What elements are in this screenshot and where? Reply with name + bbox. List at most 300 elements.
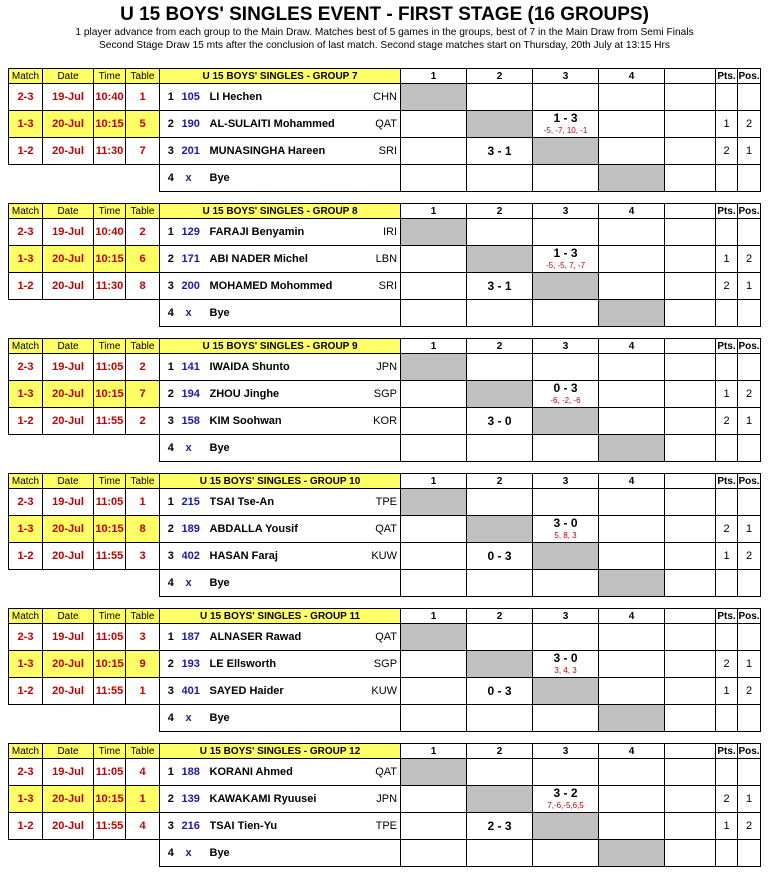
player-row — [9, 246, 761, 273]
final-position-value — [738, 435, 761, 462]
match-date: 19-Jul — [43, 759, 94, 786]
group-block — [8, 608, 760, 732]
match-table: 9 — [126, 651, 160, 678]
page-header — [0, 4, 769, 52]
player-country: SGP — [365, 651, 401, 678]
player-name: ABI NADER Michel — [210, 246, 365, 273]
player-country: SGP — [365, 381, 401, 408]
col-pos-header: Pos. — [738, 340, 760, 352]
header-gap — [665, 609, 716, 624]
subtitle-line-1: 1 player advance from each group to the Main Draw. Matches best of 5 games in the groups, best of 7 in the Main Draw from Semi Finals — [75, 27, 694, 38]
final-position-value — [738, 84, 761, 111]
bye-label: Bye — [210, 570, 401, 597]
final-position-value — [738, 165, 761, 192]
player-row — [9, 381, 761, 408]
game-scores: -5, -5, 7, -7 — [545, 260, 586, 270]
player-row — [9, 840, 761, 867]
group-title: U 15 BOYS' SINGLES - GROUP 8 — [160, 204, 401, 219]
result-cell — [467, 543, 533, 570]
player-row — [9, 165, 761, 192]
group-header-row — [9, 474, 761, 489]
match-pair: 2-3 — [9, 219, 43, 246]
self-cell — [467, 651, 533, 678]
match-score: 3 - 0 — [487, 413, 512, 428]
col-match-header: Match — [9, 339, 43, 354]
player-position: 4 — [160, 705, 182, 732]
player-row — [9, 705, 761, 732]
player-country: KOR — [365, 408, 401, 435]
empty-result-cell — [599, 84, 665, 111]
player-position: 2 — [160, 516, 182, 543]
match-table: 1 — [126, 489, 160, 516]
col-pos-header: Pos. — [738, 70, 760, 82]
empty-result-cell — [467, 759, 533, 786]
self-cell — [533, 273, 599, 300]
self-cell — [401, 354, 467, 381]
final-position-value: 2 — [738, 111, 761, 138]
player-position: 2 — [160, 111, 182, 138]
self-cell — [599, 165, 665, 192]
match-time: 11:55 — [94, 678, 126, 705]
match-time: 11:05 — [94, 489, 126, 516]
points-value: 2 — [716, 786, 738, 813]
player-id: 188 — [182, 759, 210, 786]
player-row — [9, 111, 761, 138]
col-date-header: Date — [43, 339, 94, 354]
result-cell — [533, 516, 599, 543]
col-table-header: Table — [126, 474, 160, 489]
bye-marker: x — [182, 165, 210, 192]
final-position-value: 1 — [738, 273, 761, 300]
col-pos-header: Pos. — [738, 610, 760, 622]
result-cell — [533, 651, 599, 678]
empty-result-cell — [467, 570, 533, 597]
empty-result-cell — [599, 219, 665, 246]
header-gap — [665, 474, 716, 489]
match-pair: 1-2 — [9, 678, 43, 705]
spacer-cell — [665, 435, 716, 462]
points-value — [716, 435, 738, 462]
match-time: 10:40 — [94, 84, 126, 111]
points-value: 2 — [716, 138, 738, 165]
col-pos-header: Pos. — [738, 745, 760, 757]
player-name: MOHAMED Mohommed — [210, 273, 365, 300]
match-time: 11:55 — [94, 543, 126, 570]
match-time: 10:15 — [94, 786, 126, 813]
match-table: 1 — [126, 84, 160, 111]
groups-container — [8, 68, 760, 878]
match-date: 20-Jul — [43, 516, 94, 543]
col-time-header: Time — [94, 69, 126, 84]
spacer-cell — [665, 219, 716, 246]
match-time: 11:30 — [94, 138, 126, 165]
empty-result-cell — [599, 408, 665, 435]
bye-label: Bye — [210, 300, 401, 327]
self-cell — [599, 300, 665, 327]
match-date: 20-Jul — [43, 111, 94, 138]
empty-result-cell — [533, 165, 599, 192]
final-position-value: 1 — [738, 651, 761, 678]
player-row — [9, 786, 761, 813]
spacer-cell — [665, 354, 716, 381]
final-position-value — [738, 300, 761, 327]
player-country: TPE — [365, 813, 401, 840]
match-table: 8 — [126, 273, 160, 300]
match-date: 20-Jul — [43, 138, 94, 165]
self-cell — [533, 408, 599, 435]
col-pts-header: Pts. — [717, 610, 736, 622]
player-id: 187 — [182, 624, 210, 651]
match-score: 1 - 3 — [553, 110, 578, 125]
player-row — [9, 138, 761, 165]
game-scores: 7,-6,-5,6,5 — [547, 800, 584, 810]
empty-result-cell — [533, 759, 599, 786]
empty-result-cell — [467, 354, 533, 381]
self-cell — [467, 111, 533, 138]
col-pos-header: Pos. — [738, 475, 760, 487]
match-date: 20-Jul — [43, 786, 94, 813]
match-pair: 1-3 — [9, 516, 43, 543]
empty-result-cell — [467, 84, 533, 111]
match-time: 11:05 — [94, 624, 126, 651]
player-row — [9, 651, 761, 678]
empty-result-cell — [401, 705, 467, 732]
player-position: 1 — [160, 84, 182, 111]
col-3-header: 3 — [533, 474, 599, 489]
match-time: 11:55 — [94, 813, 126, 840]
match-score: 3 - 2 — [553, 785, 578, 800]
spacer-cell — [665, 624, 716, 651]
col-time-header: Time — [94, 339, 126, 354]
match-pair: 1-3 — [9, 381, 43, 408]
bye-marker: x — [182, 300, 210, 327]
match-pair: 1-2 — [9, 408, 43, 435]
empty-result-cell — [401, 111, 467, 138]
player-position: 1 — [160, 489, 182, 516]
result-cell — [467, 408, 533, 435]
spacer-cell — [665, 84, 716, 111]
points-value: 1 — [716, 543, 738, 570]
match-time: 10:40 — [94, 219, 126, 246]
spacer-cell — [665, 489, 716, 516]
match-table: 2 — [126, 219, 160, 246]
player-name: LE Ellsworth — [210, 651, 365, 678]
col-pts-header: Pts. — [717, 70, 736, 82]
col-1-header: 1 — [401, 474, 467, 489]
player-id: 201 — [182, 138, 210, 165]
col-4-header: 4 — [599, 744, 665, 759]
final-position-value — [738, 219, 761, 246]
self-cell — [599, 705, 665, 732]
empty-result-cell — [401, 165, 467, 192]
player-row — [9, 489, 761, 516]
col-match-header: Match — [9, 204, 43, 219]
spacer-cell — [665, 543, 716, 570]
result-cell — [533, 111, 599, 138]
match-table: 7 — [126, 138, 160, 165]
group-header-row — [9, 609, 761, 624]
game-scores: 3, 4, 3 — [554, 665, 577, 675]
self-cell — [533, 543, 599, 570]
group-title: U 15 BOYS' SINGLES - GROUP 7 — [160, 69, 401, 84]
header-gap — [665, 339, 716, 354]
empty-result-cell — [401, 678, 467, 705]
player-row — [9, 570, 761, 597]
empty-result-cell — [599, 678, 665, 705]
empty-result-cell — [467, 624, 533, 651]
player-position: 3 — [160, 543, 182, 570]
match-table: 6 — [126, 246, 160, 273]
empty-result-cell — [599, 138, 665, 165]
player-name: TSAI Tien-Yu — [210, 813, 365, 840]
col-date-header: Date — [43, 744, 94, 759]
col-3-header: 3 — [533, 69, 599, 84]
player-position: 4 — [160, 165, 182, 192]
empty-result-cell — [467, 300, 533, 327]
self-cell — [599, 570, 665, 597]
points-value — [716, 840, 738, 867]
col-1-header: 1 — [401, 69, 467, 84]
player-id: 190 — [182, 111, 210, 138]
empty-schedule-cell — [9, 705, 160, 732]
points-value: 2 — [716, 408, 738, 435]
col-table-header: Table — [126, 204, 160, 219]
final-position-value: 2 — [738, 381, 761, 408]
game-scores: 5, 8, 3 — [554, 530, 577, 540]
player-country: JPN — [365, 786, 401, 813]
self-cell — [401, 624, 467, 651]
final-position-value: 1 — [738, 786, 761, 813]
col-1-header: 1 — [401, 744, 467, 759]
empty-result-cell — [533, 354, 599, 381]
col-date-header: Date — [43, 69, 94, 84]
player-position: 2 — [160, 786, 182, 813]
player-row — [9, 300, 761, 327]
empty-result-cell — [599, 354, 665, 381]
game-scores: -6, -2, -6 — [550, 395, 581, 405]
result-cell — [467, 273, 533, 300]
col-pos-header: Pos. — [738, 205, 760, 217]
match-time: 10:15 — [94, 111, 126, 138]
player-row — [9, 354, 761, 381]
col-2-header: 2 — [467, 474, 533, 489]
col-4-header: 4 — [599, 69, 665, 84]
player-id: 402 — [182, 543, 210, 570]
empty-result-cell — [533, 219, 599, 246]
col-2-header: 2 — [467, 744, 533, 759]
empty-result-cell — [401, 840, 467, 867]
player-country: IRI — [365, 219, 401, 246]
points-value: 1 — [716, 111, 738, 138]
empty-result-cell — [401, 570, 467, 597]
col-2-header: 2 — [467, 69, 533, 84]
final-position-value: 2 — [738, 543, 761, 570]
empty-result-cell — [533, 705, 599, 732]
match-date: 20-Jul — [43, 651, 94, 678]
empty-result-cell — [533, 840, 599, 867]
bye-marker: x — [182, 705, 210, 732]
match-pair: 2-3 — [9, 624, 43, 651]
player-position: 2 — [160, 246, 182, 273]
match-time: 10:15 — [94, 381, 126, 408]
col-match-header: Match — [9, 69, 43, 84]
points-value: 2 — [716, 273, 738, 300]
player-name: SAYED Haider — [210, 678, 365, 705]
player-name: ZHOU Jinghe — [210, 381, 365, 408]
points-value: 1 — [716, 246, 738, 273]
self-cell — [599, 435, 665, 462]
col-3-header: 3 — [533, 204, 599, 219]
col-time-header: Time — [94, 744, 126, 759]
group-block — [8, 338, 760, 462]
points-value — [716, 84, 738, 111]
empty-result-cell — [401, 138, 467, 165]
match-table: 7 — [126, 381, 160, 408]
player-row — [9, 84, 761, 111]
match-score: 0 - 3 — [487, 548, 512, 563]
empty-result-cell — [599, 516, 665, 543]
bye-label: Bye — [210, 435, 401, 462]
col-date-header: Date — [43, 474, 94, 489]
col-pts-header: Pts. — [717, 205, 736, 217]
match-pair: 1-3 — [9, 111, 43, 138]
col-4-header: 4 — [599, 339, 665, 354]
bye-label: Bye — [210, 165, 401, 192]
empty-result-cell — [401, 246, 467, 273]
group-header-row — [9, 744, 761, 759]
match-pair: 1-2 — [9, 273, 43, 300]
match-table: 4 — [126, 813, 160, 840]
final-position-value: 1 — [738, 138, 761, 165]
empty-result-cell — [533, 489, 599, 516]
subtitle-line-2: Second Stage Draw 15 mts after the conclusion of last match. Second stage matches start on Thursday, 20th July at 13:15 Hrs — [99, 40, 670, 51]
col-match-header: Match — [9, 609, 43, 624]
player-id: 158 — [182, 408, 210, 435]
col-2-header: 2 — [467, 204, 533, 219]
spacer-cell — [665, 246, 716, 273]
group-table — [8, 473, 761, 597]
player-row — [9, 408, 761, 435]
group-block — [8, 203, 760, 327]
empty-result-cell — [599, 651, 665, 678]
points-value — [716, 489, 738, 516]
player-name: KIM Soohwan — [210, 408, 365, 435]
final-position-value: 2 — [738, 813, 761, 840]
self-cell — [533, 813, 599, 840]
match-pair: 2-3 — [9, 354, 43, 381]
player-name: MUNASINGHA Hareen — [210, 138, 365, 165]
player-name: LI Hechen — [210, 84, 365, 111]
spacer-cell — [665, 138, 716, 165]
match-date: 19-Jul — [43, 624, 94, 651]
match-score: 3 - 1 — [487, 143, 512, 158]
match-score: 3 - 0 — [553, 515, 578, 530]
player-row — [9, 543, 761, 570]
empty-schedule-cell — [9, 435, 160, 462]
empty-result-cell — [467, 219, 533, 246]
empty-result-cell — [401, 786, 467, 813]
player-id: 194 — [182, 381, 210, 408]
player-name: FARAJI Benyamin — [210, 219, 365, 246]
spacer-cell — [665, 786, 716, 813]
empty-result-cell — [467, 165, 533, 192]
match-table: 1 — [126, 678, 160, 705]
empty-result-cell — [533, 570, 599, 597]
col-2-header: 2 — [467, 609, 533, 624]
col-2-header: 2 — [467, 339, 533, 354]
player-id: 139 — [182, 786, 210, 813]
player-name: IWAIDA Shunto — [210, 354, 365, 381]
player-id: 171 — [182, 246, 210, 273]
empty-result-cell — [599, 381, 665, 408]
bye-marker: x — [182, 840, 210, 867]
empty-result-cell — [401, 273, 467, 300]
match-pair: 2-3 — [9, 84, 43, 111]
match-pair: 1-3 — [9, 246, 43, 273]
player-row — [9, 624, 761, 651]
final-position-value — [738, 489, 761, 516]
final-position-value — [738, 705, 761, 732]
group-title: U 15 BOYS' SINGLES - GROUP 9 — [160, 339, 401, 354]
bye-label: Bye — [210, 705, 401, 732]
bye-label: Bye — [210, 840, 401, 867]
empty-result-cell — [401, 381, 467, 408]
col-time-header: Time — [94, 474, 126, 489]
player-country: QAT — [365, 759, 401, 786]
group-title: U 15 BOYS' SINGLES - GROUP 10 — [160, 474, 401, 489]
match-date: 19-Jul — [43, 354, 94, 381]
col-3-header: 3 — [533, 609, 599, 624]
player-name: HASAN Faraj — [210, 543, 365, 570]
player-id: 189 — [182, 516, 210, 543]
result-cell — [533, 381, 599, 408]
empty-result-cell — [599, 786, 665, 813]
player-row — [9, 759, 761, 786]
empty-result-cell — [599, 759, 665, 786]
points-value: 1 — [716, 381, 738, 408]
empty-result-cell — [401, 543, 467, 570]
empty-result-cell — [599, 111, 665, 138]
match-date: 20-Jul — [43, 273, 94, 300]
player-id: 129 — [182, 219, 210, 246]
empty-result-cell — [401, 516, 467, 543]
empty-result-cell — [401, 408, 467, 435]
spacer-cell — [665, 300, 716, 327]
final-position-value — [738, 840, 761, 867]
group-table — [8, 203, 761, 327]
self-cell — [599, 840, 665, 867]
points-value — [716, 624, 738, 651]
points-value: 2 — [716, 516, 738, 543]
col-pts-header: Pts. — [717, 475, 736, 487]
match-score: 0 - 3 — [553, 380, 578, 395]
match-time: 10:15 — [94, 516, 126, 543]
empty-result-cell — [599, 273, 665, 300]
player-position: 3 — [160, 273, 182, 300]
self-cell — [467, 516, 533, 543]
player-position: 1 — [160, 624, 182, 651]
final-position-value — [738, 624, 761, 651]
player-id: 105 — [182, 84, 210, 111]
match-date: 19-Jul — [43, 219, 94, 246]
match-date: 20-Jul — [43, 408, 94, 435]
spacer-cell — [665, 408, 716, 435]
empty-result-cell — [401, 651, 467, 678]
points-value: 1 — [716, 678, 738, 705]
player-country: SRI — [365, 138, 401, 165]
col-4-header: 4 — [599, 204, 665, 219]
empty-result-cell — [599, 246, 665, 273]
